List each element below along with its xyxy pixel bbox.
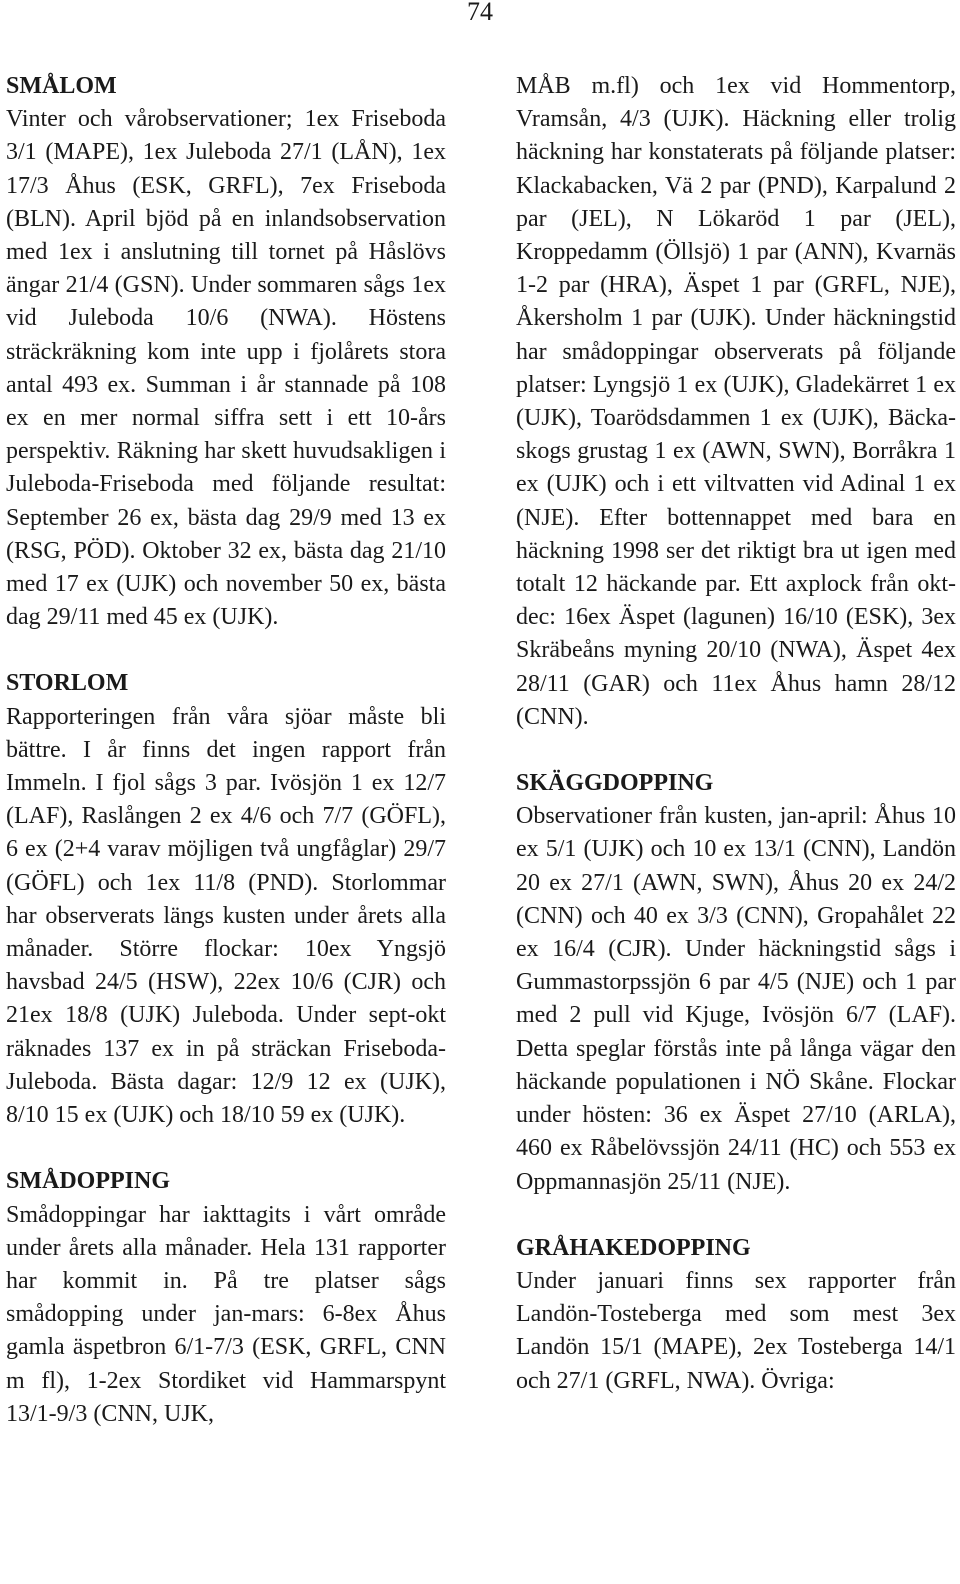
- section-smalom: [6, 70, 446, 634]
- section-heading: GRÅHAKEDOPPING: [516, 1234, 751, 1261]
- section-text: Smådoppingar har iakttagits i vårt område under årets alla månader. Hela 131 rapporter har kommit in. På tre platser sågs smådopping under jan-mars: 6-8ex Åhus gamla äspetbron 6/1-7/3 (ESK, GRFL, CNN m fl), 1-2ex Stordiket vid Hammarspynt 13/1-9/3 (CNN, UJK,: [6, 1201, 446, 1427]
- section-text: MÅB m.fl) och 1ex vid Hommentorp, Vramsån, 4/3 (UJK). Häckning eller trolig häckning har konstaterats på följande platser: Klackabacken, Vä 2 par (PND), Karpalund 2 par (JEL), N Lökaröd 1 par (JEL), Kroppedamm (Öllsjö) 1 par (ANN), Kvarnäs 1-2 par (HRA), Äspet 1 par (GRFL, NJE), Åkersholm 1 par (UJK). Under häckningstid har smådoppingar observerats på följande platser: Lyngsjö 1 ex (UJK), Gladekärret 1 ex (UJK), Toarödsdammen 1 ex (UJK), Bäcka-skogs grustag 1 ex (AWN, SWN), Borråkra 1 ex (UJK) och i ett viltvatten vid Adinal 1 ex (NJE). Efter bottennappet med bara en häckning 1998 ser det riktigt bra ut igen med totalt 12 häckande par. Ett axplock från okt-dec: 16ex Äspet (lagunen) 16/10 (ESK), 3ex Skräbeåns myning 20/10 (NWA), Äspet 4ex 28/11 (GAR) och 11ex Åhus hamn 28/12 (CNN).: [516, 73, 956, 730]
- section-text: Vinter och vårobservationer; 1ex Friseboda 3/1 (MAPE), 1ex Juleboda 27/1 (LÅN), 1ex 17/3 Åhus (ESK, GRFL), 7ex Friseboda (BLN). April bjöd på en inlandsobservation med 1ex i anslutning till tornet på Håslövs ängar 21/4 (GSN). Under sommaren sågs 1ex vid Juleboda 10/6 (NWA). Höstens sträckräkning kom inte upp i fjolårets stora antal 493 ex. Summan i år stannade på 108 ex en mer normal siffra sett i ett 10-års perspektiv. Räkning har skett huvudsakligen i Juleboda-Friseboda med följande resultat: September 26 ex, bästa dag 29/9 med 13 ex (RSG, PÖD). Oktober 32 ex, bästa dag 21/10 med 17 ex (UJK) och november 50 ex, bästa dag 29/11 med 45 ex (UJK).: [6, 106, 446, 631]
- section-skaggdopping: [516, 767, 956, 1199]
- right-column: [516, 70, 956, 1398]
- section-heading: STORLOM: [6, 670, 129, 697]
- section-text: Under januari finns sex rapporter från Landön-Tosteberga med som mest 3ex Landön 15/1 (MAPE), 2ex Tosteberga 14/1 och 27/1 (GRFL, NWA). Övriga:: [516, 1267, 956, 1394]
- section-heading: SKÄGGDOPPING: [516, 770, 714, 797]
- page-number: 74: [467, 0, 493, 26]
- section-heading: SMÅDOPPING: [6, 1168, 170, 1195]
- section-grahakedopping: [516, 1232, 956, 1398]
- section-smadopping: [6, 1165, 446, 1431]
- section-heading: SMÅLOM: [6, 73, 117, 99]
- section-text: Rapporteringen från våra sjöar måste bli bättre. I år finns det ingen rapport från Immeln. I fjol sågs 3 par. Ivösjön 1 ex 12/7 (LAF), Raslången 2 ex 4/6 och 7/7 (GÖFL), 6 ex (2+4 varav möjligen två ungfåglar) 29/7 (GÖFL) och 1ex 11/8 (PND). Storlommar har observerats längs kusten under årets alla månader. Större flockar: 10ex Yngsjö havsbad 24/5 (HSW), 22ex 10/6 (CJR) och 21ex 18/8 (UJK) Juleboda. Under sept-okt räknades 137 ex in på sträckan Friseboda-Juleboda. Bästa dagar: 12/9 12 ex (UJK), 8/10 15 ex (UJK) och 18/10 59 ex (UJK).: [6, 703, 446, 1129]
- section-storlom: [6, 667, 446, 1132]
- section-smadopping-continued: [516, 70, 956, 734]
- left-column: [6, 70, 446, 1431]
- section-text: Observationer från kusten, jan-april: Åhus 10 ex 5/1 (UJK) och 10 ex 13/1 (CNN), Landön 20 ex 27/1 (AWN, SWN), Åhus 20 ex 24/2 (CNN) och 40 ex 3/3 (CNN), Gropahålet 22 ex 16/4 (CJR). Under häckningstid sågs i Gummastorpssjön 6 par 4/5 (NJE) och 1 par med 2 pull vid Kjuge, Ivösjön 6/7 (LAF). Detta speglar förstås inte på långa vägar den häckande populationen i NÖ Skåne. Flockar under hösten: 36 ex Äspet 27/10 (ARLA), 460 ex Råbelövssjön 24/11 (HC) och 553 ex Oppmannasjön 25/11 (NJE).: [516, 803, 956, 1195]
